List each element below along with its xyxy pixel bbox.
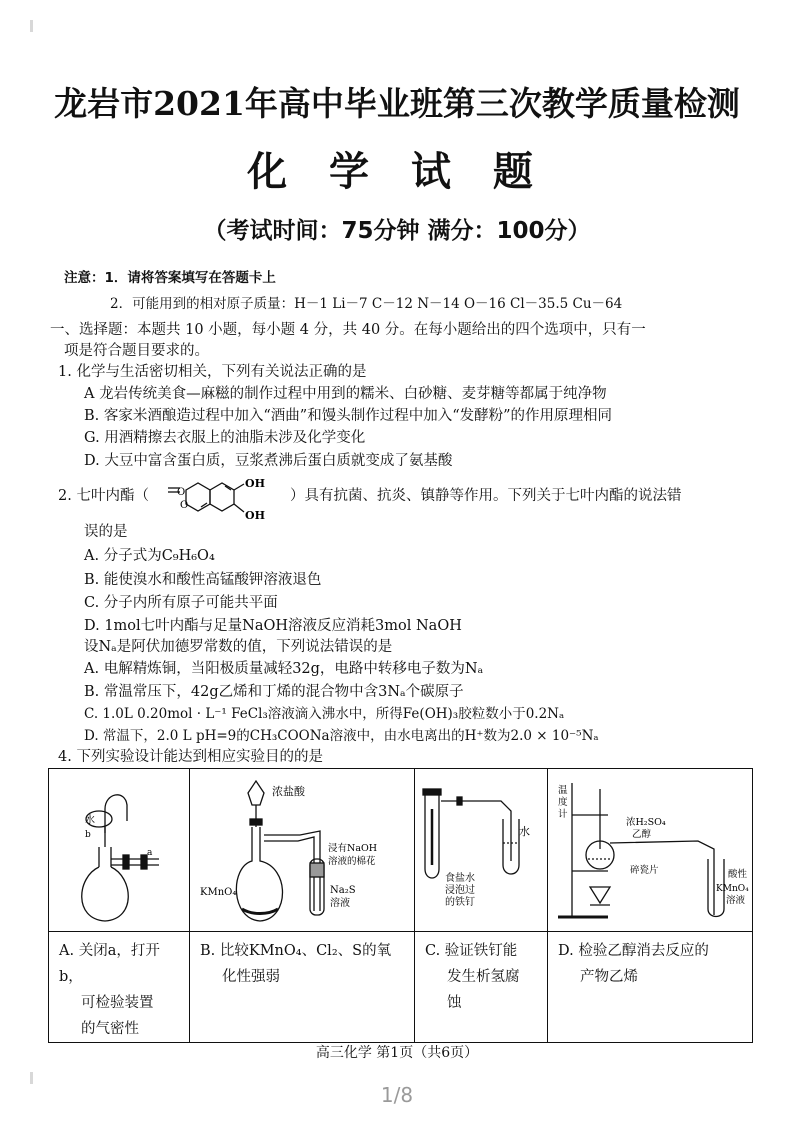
q1-option-a: A 龙岩传统美食—麻糍的制作过程中用到的糯米、白砂糖、麦芽糖等都属于纯净物 [84,386,607,402]
notes-item-1: 1．请将答案填写在答题卡上 [104,270,276,286]
experiment-a-figure [49,769,190,932]
salt-water-label-1: 食盐水 [445,873,475,884]
ring-oxygen-label: O [180,500,189,511]
porcelain-chips-label: 碎瓷片 [630,865,659,876]
experiment-b-caption: B. 比较KMnO₄、Cl₂、S的氧 化性强弱 [190,932,415,1043]
q3-option-a: A. 电解精炼铜，当阳极质量减轻32g，电路中转移电子数为Nₐ [84,661,484,677]
q2-stem-start: 2. 七叶内酯（ [58,488,149,504]
experiment-b-figure [190,769,415,932]
viewer-page-indicator: 1/8 [380,1083,414,1107]
exam-info: （考试时间：75分钟 满分：100分） [203,218,591,244]
na2s-label-1: Na₂S [330,885,356,896]
valve-a-label: a [147,848,153,858]
subject-title: 化 学 试 题 [247,148,547,195]
experiment-a-caption: A. 关闭a，打开b， 可检验装置 的气密性 [49,932,190,1043]
naoh-cotton-label-2: 溶液的棉花 [328,856,376,867]
kmno4-label: KMnO₄ [200,887,237,898]
q3-option-d: D. 常温下，2.0 L pH=9的CH₃COONa溶液中，由水电离出的H⁺数为2.0 × 10⁻⁵Nₐ [84,728,599,744]
q2-stem-end: ）具有抗菌、抗炎、镇静等作用。下列关于七叶内酯的说法错 [290,488,682,504]
kmno4-label: KMnO₄ [716,884,749,894]
water-label: 水 [519,825,530,838]
q3-option-c: C. 1.0L 0.20mol · L⁻¹ FeCl₃溶液滴入沸水中，所得Fe(OH)₃胶粒数小于0.2Nₐ [84,706,565,722]
experiment-d-caption: D. 检验乙醇消去反应的 产物乙烯 [548,932,753,1043]
experiment-c-caption: C. 验证铁钉能 发生析氢腐 蚀 [415,932,548,1043]
scan-edge-mark [30,20,33,32]
thermometer-label-1: 温 [558,785,568,796]
carbonyl-oxygen-label: O [177,487,186,498]
salt-water-label-3: 的铁钉 [445,897,475,908]
section-heading-line-1: 一、选择题：本题共 10 小题，每小题 4 分，共 40 分。在每小题给出的四个选项中，只有一 [50,322,646,338]
notes [64,268,276,288]
q2-option-b: B. 能使溴水和酸性高锰酸钾溶液退色 [84,572,322,588]
q1-option-c: G. 用酒精擦去衣服上的油脂未涉及化学变化 [84,430,366,446]
q1-stem: 1. 化学与生活密切相关，下列有关说法正确的是 [58,364,367,380]
q4-stem: 4. 下列实验设计能达到相应实验目的的是 [58,749,323,765]
h2so4-label: 浓H₂SO₄ [626,817,666,828]
q2-stem-cont: 误的是 [84,524,128,540]
oxidation-comparison-apparatus [190,769,414,931]
hydroxyl-label-2: OH [245,509,265,522]
q3-stem: 设Nₐ是阿伏加德罗常数的值，下列说法错误的是 [84,639,393,655]
page-footer: 高三化学 第1页（共6页） [315,1045,479,1061]
ethylene-elimination-apparatus [548,769,752,931]
iron-corrosion-apparatus [415,769,547,931]
q3-option-b: B. 常温常压下，42g乙烯和丁烯的混合物中含3Nₐ个碳原子 [84,684,464,700]
acidic-label: 酸性 [728,869,748,880]
ethanol-label: 乙醇 [632,829,652,840]
esculetin-structure-diagram [160,474,290,524]
conc-hcl-label: 浓盐酸 [272,785,305,798]
notes-label: 注意： [64,270,105,286]
experiment-c-figure [415,769,548,932]
na2s-label-2: 溶液 [330,898,350,909]
hydroxyl-label-1: OH [245,477,265,490]
airtight-check-apparatus [49,769,189,931]
notes-item-2: 2．可能用到的相对原子质量：H－1 Li－7 C－12 N－14 O－16 Cl－35.5 Cu－64 [110,296,623,312]
q2-option-d: D. 1mol七叶内酯与足量NaOH溶液反应消耗3mol NaOH [84,618,462,634]
q1-option-d: D. 大豆中富含蛋白质，豆浆煮沸后蛋白质就变成了氨基酸 [84,453,453,469]
experiment-d-figure [548,769,753,932]
section-heading-line-2: 项是符合题目要求的。 [64,343,209,359]
experiment-table [48,768,753,1043]
valve-b-label: b [85,830,91,840]
salt-water-label-2: 浸泡过 [445,885,475,896]
water-label: 水 [85,815,95,826]
q1-option-b: B. 客家米酒酿造过程中加入“酒曲”和馒头制作过程中加入“发酵粉”的作用原理相同 [84,408,613,424]
q2-option-c: C. 分子内所有原子可能共平面 [84,595,278,611]
solution-label: 溶液 [726,895,746,906]
q2-option-a: A. 分子式为C₉H₆O₄ [84,548,215,564]
naoh-cotton-label-1: 浸有NaOH [328,843,378,854]
thermometer-label-2: 度 [558,797,568,808]
exam-title: 龙岩市2021年高中毕业班第三次教学质量检测 [54,84,740,123]
thermometer-label-3: 计 [558,809,568,820]
